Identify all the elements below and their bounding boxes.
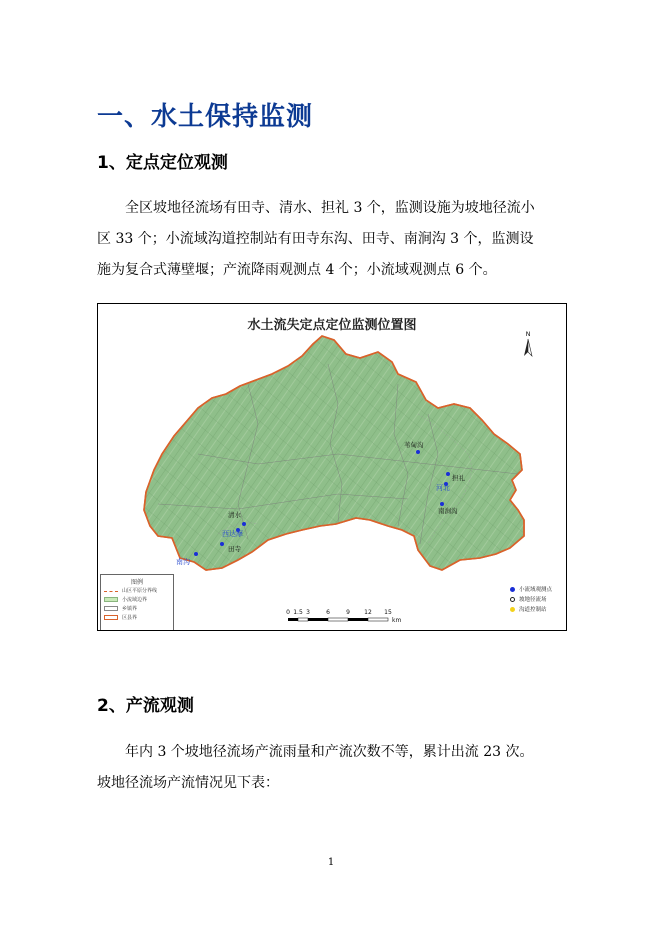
page-number: 1	[327, 857, 335, 868]
legend-row	[510, 584, 552, 594]
place-label-hebei: 河北	[436, 484, 450, 492]
scale-bar	[286, 609, 401, 624]
legend-row	[101, 595, 173, 604]
place-label-nanjiangou: 南涧沟	[438, 507, 458, 515]
paragraph-line: 年内 3 个坡地径流场产流雨量和产流次数不等，累计出流 23 次。	[125, 744, 534, 760]
map-point-nanjiangou	[440, 502, 444, 506]
legend-row	[510, 604, 552, 614]
scale-tick: 3	[306, 609, 310, 616]
map-legend-left	[100, 574, 174, 631]
paragraph-line: 施为复合式薄壁堰；产流降雨观测点 4 个；小流域观测点 6 个。	[97, 262, 497, 278]
section-2-paragraph	[97, 737, 577, 799]
map-point-tiansi	[220, 542, 224, 546]
place-label-nangou: 南沟	[176, 558, 190, 566]
legend-label: 小流域边界	[122, 597, 148, 603]
north-label: N	[525, 330, 531, 338]
legend-title: 图例	[130, 579, 143, 586]
scale-tick: 1.5	[293, 609, 303, 616]
legend-row	[510, 594, 552, 604]
section-1-title: 1、定点定位观测	[97, 153, 228, 173]
section-1-paragraph	[97, 193, 577, 286]
scale-tick: 15	[384, 609, 392, 616]
map-point-danli	[446, 472, 450, 476]
yellow-dot-icon	[510, 607, 515, 612]
red-outline-swatch	[104, 615, 118, 620]
map-point-jijiagou	[416, 450, 420, 454]
scale-unit: km	[392, 617, 402, 624]
legend-row	[101, 604, 173, 613]
outline-swatch	[104, 606, 118, 611]
paragraph-line: 坡地径流场产流情况见下表：	[97, 775, 279, 791]
map-point-qingshui	[242, 522, 246, 526]
paragraph-line: 全区坡地径流场有田寺、清水、担礼 3 个，监测设施为坡地径流小	[125, 200, 535, 216]
page-heading: 一、水土保持监测	[97, 102, 314, 132]
paragraph-line: 区 33 个；小流域沟道控制站有田寺东沟、田寺、南涧沟 3 个，监测设	[97, 231, 534, 247]
blue-dot-icon	[510, 587, 515, 592]
place-label-xiliuzhuang: 西达摩	[222, 530, 243, 538]
place-label-danli: 担礼	[452, 474, 465, 482]
legend-label: 山区平原分界线	[122, 588, 158, 594]
legend-label: 小流域观测点	[519, 587, 553, 593]
section-2-title: 2、产流观测	[97, 696, 194, 716]
place-label-jijiagou: 苇甸沟	[404, 441, 424, 449]
map-point-nangou	[194, 552, 198, 556]
map-title: 水土流失定点定位监测位置图	[247, 318, 417, 333]
legend-label: 沟道控制站	[519, 607, 547, 613]
place-label-tiansi: 田寺	[228, 545, 241, 553]
map-legend-right	[510, 584, 552, 614]
scale-tick: 9	[346, 609, 350, 616]
dashed-line-swatch	[104, 591, 118, 592]
monitoring-location-map	[97, 303, 567, 631]
scale-tick: 6	[326, 609, 330, 616]
north-arrow	[524, 330, 532, 356]
green-fill-swatch	[104, 597, 118, 602]
hollow-circle-icon	[510, 597, 515, 602]
legend-row	[101, 613, 173, 622]
legend-label: 乡镇界	[122, 606, 138, 612]
place-label-qingshui: 清水	[228, 511, 241, 519]
scale-tick: 0	[286, 609, 290, 616]
legend-label: 区县界	[122, 615, 138, 621]
scale-tick: 12	[364, 609, 372, 616]
legend-label: 坡地径流场	[519, 597, 547, 603]
legend-row	[101, 586, 173, 595]
